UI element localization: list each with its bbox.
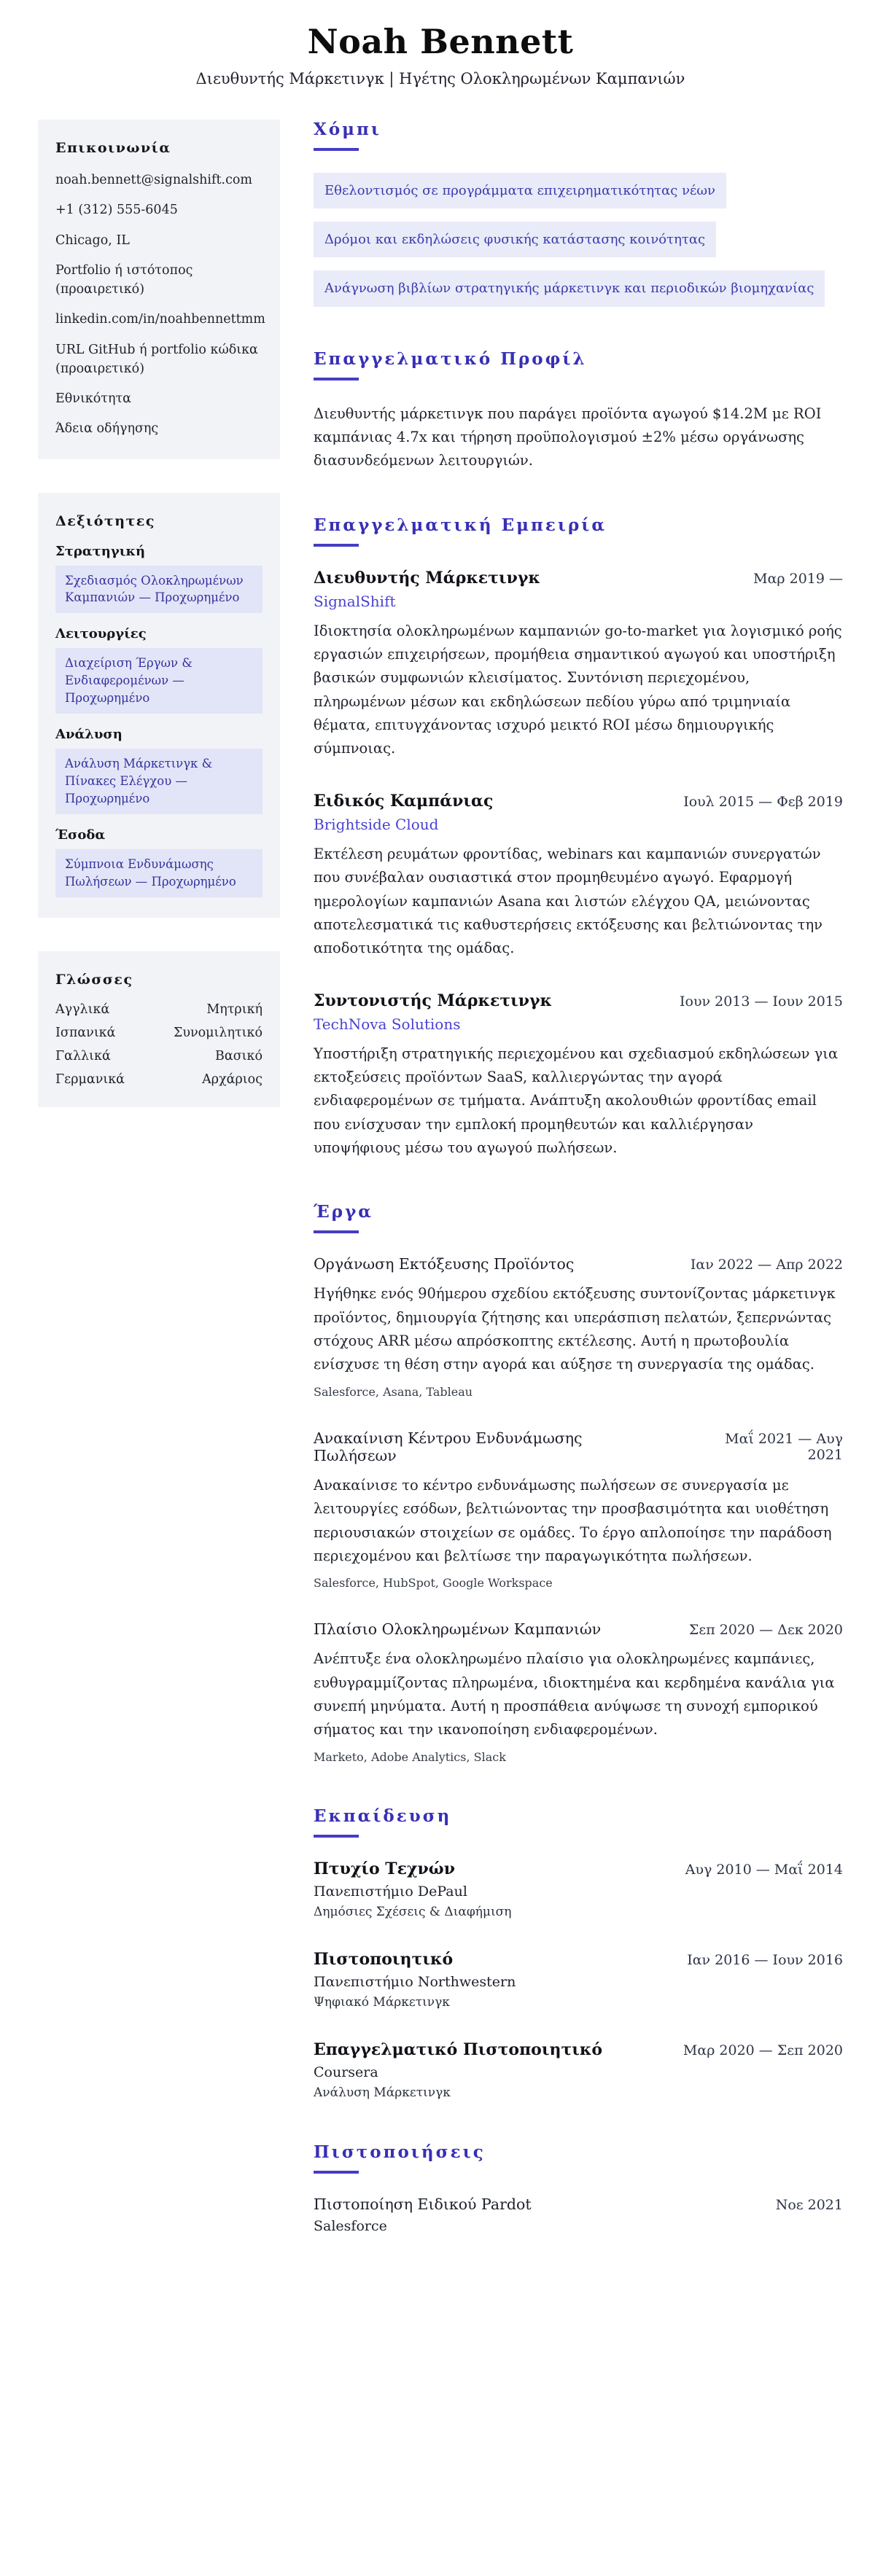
skill-chip: Σχεδιασμός Ολοκληρωμένων Καμπανιών — Προχωρημένο [55, 566, 262, 614]
project-title: Πλαίσιο Ολοκληρωμένων Καμπανιών [314, 1620, 602, 1639]
project-entry [314, 1429, 843, 1590]
project-dates: Σεπ 2020 — Δεκ 2020 [688, 1622, 843, 1639]
language-row [55, 1026, 262, 1040]
project-head [314, 1255, 843, 1273]
education-title: Εκπαίδευση [314, 1806, 452, 1826]
education-field: Ανάλυση Μάρκετινγκ [314, 2085, 451, 2100]
language-row [55, 1002, 262, 1017]
education-head [314, 2040, 843, 2059]
contact-item-driving-license: Άδεια οδήγησης [55, 421, 159, 437]
project-entry [314, 1620, 843, 1763]
job-company-link[interactable]: Brightside Cloud [314, 815, 439, 833]
education-field: Δημόσιες Σχέσεις & Διαφήμιση [314, 1904, 512, 1919]
project-tech: Salesforce, HubSpot, Google Workspace [314, 1576, 553, 1591]
job-title: Συντονιστής Μάρκετινγκ [314, 991, 553, 1010]
hobby-chip: Εθελοντισμός σε προγράμματα επιχειρηματικότητας νέων [314, 173, 726, 208]
language-row [55, 1072, 262, 1087]
section-profile [314, 349, 843, 473]
job-entry [314, 792, 843, 961]
contact-item-portfolio: Portfolio ή ιστότοπος (προαιρετικό) [55, 262, 193, 297]
section-underline [314, 378, 359, 380]
project-tech: Salesforce, Asana, Tableau [314, 1384, 473, 1399]
project-dates: Ιαν 2022 — Απρ 2022 [690, 1257, 843, 1273]
contact-item-github: URL GitHub ή portfolio κώδικα (προαιρετικό) [55, 342, 258, 376]
profile-title: Επαγγελματικό Προφίλ [314, 348, 587, 369]
sidebar-section-languages [38, 951, 280, 1107]
skill-group [55, 626, 262, 714]
job-entry [314, 569, 843, 761]
job-head [314, 792, 843, 811]
section-underline [314, 544, 359, 547]
education-dates: Μαρ 2020 — Σεπ 2020 [682, 2042, 843, 2058]
language-level: Μητρική [206, 1002, 262, 1017]
language-name: Αγγλικά [55, 1002, 110, 1017]
certification-issuer: Salesforce [314, 2217, 387, 2234]
section-experience [314, 515, 843, 1160]
language-row [55, 1049, 262, 1063]
contact-item-location: Chicago, IL [55, 233, 130, 248]
skill-group-label: Ανάλυση [55, 727, 122, 743]
job-dates: Ιουν 2013 — Ιουν 2015 [680, 993, 843, 1010]
profile-text: Διευθυντής μάρκετινγκ που παράγει προϊόντα αγωγού $14.2M με ROI καμπάνιας 4.7x και τήρηση προϋπολογισμού ±2% μέσω οργάνωσης διασυνδεόμενων λειτουργιών. [314, 405, 822, 469]
education-school: Πανεπιστήμιο Northwestern [314, 1973, 516, 1990]
skill-group [55, 544, 262, 614]
education-head [314, 1950, 843, 1969]
certification-name: Πιστοποίηση Ειδικού Pardot [314, 2195, 532, 2213]
job-entry [314, 991, 843, 1160]
job-company-link[interactable]: SignalShift [314, 592, 396, 610]
education-entry [314, 1950, 843, 2010]
project-head [314, 1429, 843, 1464]
section-underline [314, 148, 359, 151]
education-degree: Επαγγελματικό Πιστοποιητικό [314, 2040, 603, 2059]
job-title: Ειδικός Καμπάνιας [314, 791, 494, 811]
hobbies-title: Χόμπι [314, 120, 381, 139]
education-dates: Ιαν 2016 — Ιουν 2016 [687, 1951, 843, 1968]
language-name: Ισπανικά [55, 1025, 116, 1040]
project-description: Ανακαίνισε το κέντρο ενδυνάμωσης πωλήσεων σε συνεργασία με λειτουργίες εσόδων, βελτιώνοντας την προσβασιμότητα και υιοθέτηση περιουσιακών στοιχείων σε ομάδες. Το έργο απλοποίησε την παράδοση περιεχομένου και βελτίωσε την παραγωγικότητα πωλήσεων. [314, 1476, 832, 1564]
education-school: Πανεπιστήμιο DePaul [314, 1883, 467, 1900]
projects-title: Έργα [314, 1202, 373, 1222]
certification-head [314, 2196, 843, 2213]
education-field: Ψηφιακό Μάρκετινγκ [314, 1994, 450, 2010]
language-name: Γερμανικά [55, 1072, 125, 1087]
skill-group-label: Λειτουργίες [55, 626, 147, 642]
project-description: Ανέπτυξε ένα ολοκληρωμένο πλαίσιο για ολοκληρωμένες καμπάνιες, ευθυγραμμίζοντας πληρωμένα, ιδιοκτημένα και κερδημένα κανάλια για συνεπή μηνύματα. Αυτή η προσπάθεια ανύψωσε τη συνοχή εμπορικού σήματος και την ικανοποίηση ενδιαφερομένων. [314, 1650, 835, 1738]
education-school: Coursera [314, 2064, 378, 2080]
job-title: Διευθυντής Μάρκετινγκ [314, 568, 540, 588]
language-level: Συνομιλητικό [173, 1025, 262, 1040]
skill-group-label: Έσοδα [55, 827, 106, 843]
project-head [314, 1620, 843, 1638]
sidebar-section-contact [38, 120, 280, 459]
section-underline [314, 1835, 359, 1838]
sidebar [38, 120, 280, 1107]
certification-entry [314, 2196, 843, 2234]
job-dates: Μαρ 2019 — [753, 570, 843, 587]
skill-chip: Διαχείριση Έργων & Ενδιαφερομένων — Προχωρημένο [55, 648, 262, 714]
skill-group [55, 827, 262, 897]
job-company-link[interactable]: TechNova Solutions [314, 1015, 461, 1033]
language-level: Αρχάριος [202, 1072, 262, 1087]
project-tech: Marketo, Adobe Analytics, Slack [314, 1749, 506, 1764]
person-subtitle: Διευθυντής Μάρκετινγκ | Ηγέτης Ολοκληρωμένων Καμπανιών [195, 70, 685, 87]
experience-title: Επαγγελματική Εμπειρία [314, 515, 607, 535]
section-projects [314, 1202, 843, 1763]
main-column [314, 120, 843, 2276]
contact-title: Επικοινωνία [55, 140, 171, 156]
section-underline [314, 1230, 359, 1233]
section-certifications [314, 2142, 843, 2234]
education-entry [314, 2040, 843, 2100]
languages-title: Γλώσσες [55, 971, 133, 988]
section-underline [314, 2171, 359, 2174]
sidebar-section-skills [38, 493, 280, 918]
education-head [314, 1859, 843, 1878]
skill-group-label: Στρατηγική [55, 543, 146, 559]
education-entry [314, 1859, 843, 1919]
contact-item-nationality: Εθνικότητα [55, 391, 131, 406]
job-head [314, 991, 843, 1010]
hobby-chip: Ανάγνωση βιβλίων στρατηγικής μάρκετινγκ και περιοδικών βιομηχανίας [314, 270, 825, 306]
contact-item-email: noah.bennett@signalshift.com [55, 173, 253, 187]
certification-date: Νοε 2021 [775, 2196, 843, 2213]
columns [38, 120, 843, 2276]
job-description: Εκτέλεση ρευμάτων φροντίδας, webinars και καμπανιών συνεργατών που συνέβαλαν ουσιαστικά στον προμηθευμένο αγωγό. Εφαρμογή ημερολογίων καμπανιών Asana και λιστών ελέγχου QA, μειώνοντας αποτελεσματικά τις καθυστερήσεις εκτόξευσης και βελτιώνοντας την αποδοτικότητα της ομάδας. [314, 845, 822, 957]
person-name: Noah Bennett [307, 22, 574, 61]
language-level: Βασικό [215, 1048, 262, 1063]
education-degree: Πτυχίο Τεχνών [314, 1859, 455, 1878]
contact-item-phone: +1 (312) 555-6045 [55, 203, 178, 218]
project-description: Ηγήθηκε ενός 90ήμερου σχεδίου εκτόξευσης συντονίζοντας μάρκετινγκ προϊόντος, δημιουργία ζήτησης και υπεράσπιση πελατών, ξεπερνώντας στόχους ARR μέσω απρόσκοπτης εκτέλεσης. Αυτή η πρωτοβουλία ενίσχυσε τη θέση στην αγορά και αύξησε τη συνεργασία της ομάδας. [314, 1285, 836, 1373]
contact-item-linkedin: linkedin.com/in/noahbennettmm [55, 312, 265, 327]
section-hobbies [314, 120, 843, 307]
project-entry [314, 1255, 843, 1398]
job-description: Ιδιοκτησία ολοκληρωμένων καμπανιών go-to-market για λογισμικό ροής εργασιών επιχειρήσεων, προμήθεια σημαντικού αγωγού και υποστήριξη βασικών συμφωνιών κλεισίματος. Συντόνιση περιεχομένου, πληρωμένων μέσων και εκδηλώσεων πεδίου γύρω από τριμηνιαία θέματα, επιτυγχάνοντας ισχυρό μεικτό ROI μέσω δημιουργικής σύμπνοιας. [314, 622, 842, 757]
section-education [314, 1806, 843, 2100]
project-dates: Μαΐ 2021 — Αυγ 2021 [725, 1430, 843, 1463]
job-dates: Ιουλ 2015 — Φεβ 2019 [683, 793, 843, 810]
job-head [314, 569, 843, 588]
skills-title: Δεξιότητες [55, 512, 155, 529]
skill-group [55, 727, 262, 814]
education-dates: Αυγ 2010 — Μαΐ 2014 [685, 1861, 843, 1878]
hobby-chip: Δρόμοι και εκδηλώσεις φυσικής κατάστασης κοινότητας [314, 222, 716, 257]
language-name: Γαλλικά [55, 1048, 111, 1063]
certifications-title: Πιστοποιήσεις [314, 2142, 486, 2162]
skill-chip: Σύμπνοια Ενδυνάμωσης Πωλήσεων — Προχωρημένο [55, 849, 262, 897]
project-title: Οργάνωση Εκτόξευσης Προϊόντος [314, 1255, 575, 1273]
skill-chip: Ανάλυση Μάρκετινγκ & Πίνακες Ελέγχου — Προχωρημένο [55, 749, 262, 814]
job-description: Υποστήριξη στρατηγικής περιεχομένου και σχεδιασμού εκδηλώσεων για εκτοξεύσεις προϊόντων SaaS, καλλιεργώντας την αγορά ενδιαφερομένων σε τμήματα. Ανάπτυξη ακολουθιών φροντίδας email που ενίσχυσαν την εμπλοκή προμηθευτών και καλλιέργησαν υποψήφιους μέσω του αγωγού πωλήσεων. [314, 1045, 839, 1157]
project-title: Ανακαίνιση Κέντρου Ενδυνάμωσης Πωλήσεων [314, 1429, 583, 1464]
education-degree: Πιστοποιητικό [314, 1949, 454, 1969]
header [38, 22, 843, 87]
